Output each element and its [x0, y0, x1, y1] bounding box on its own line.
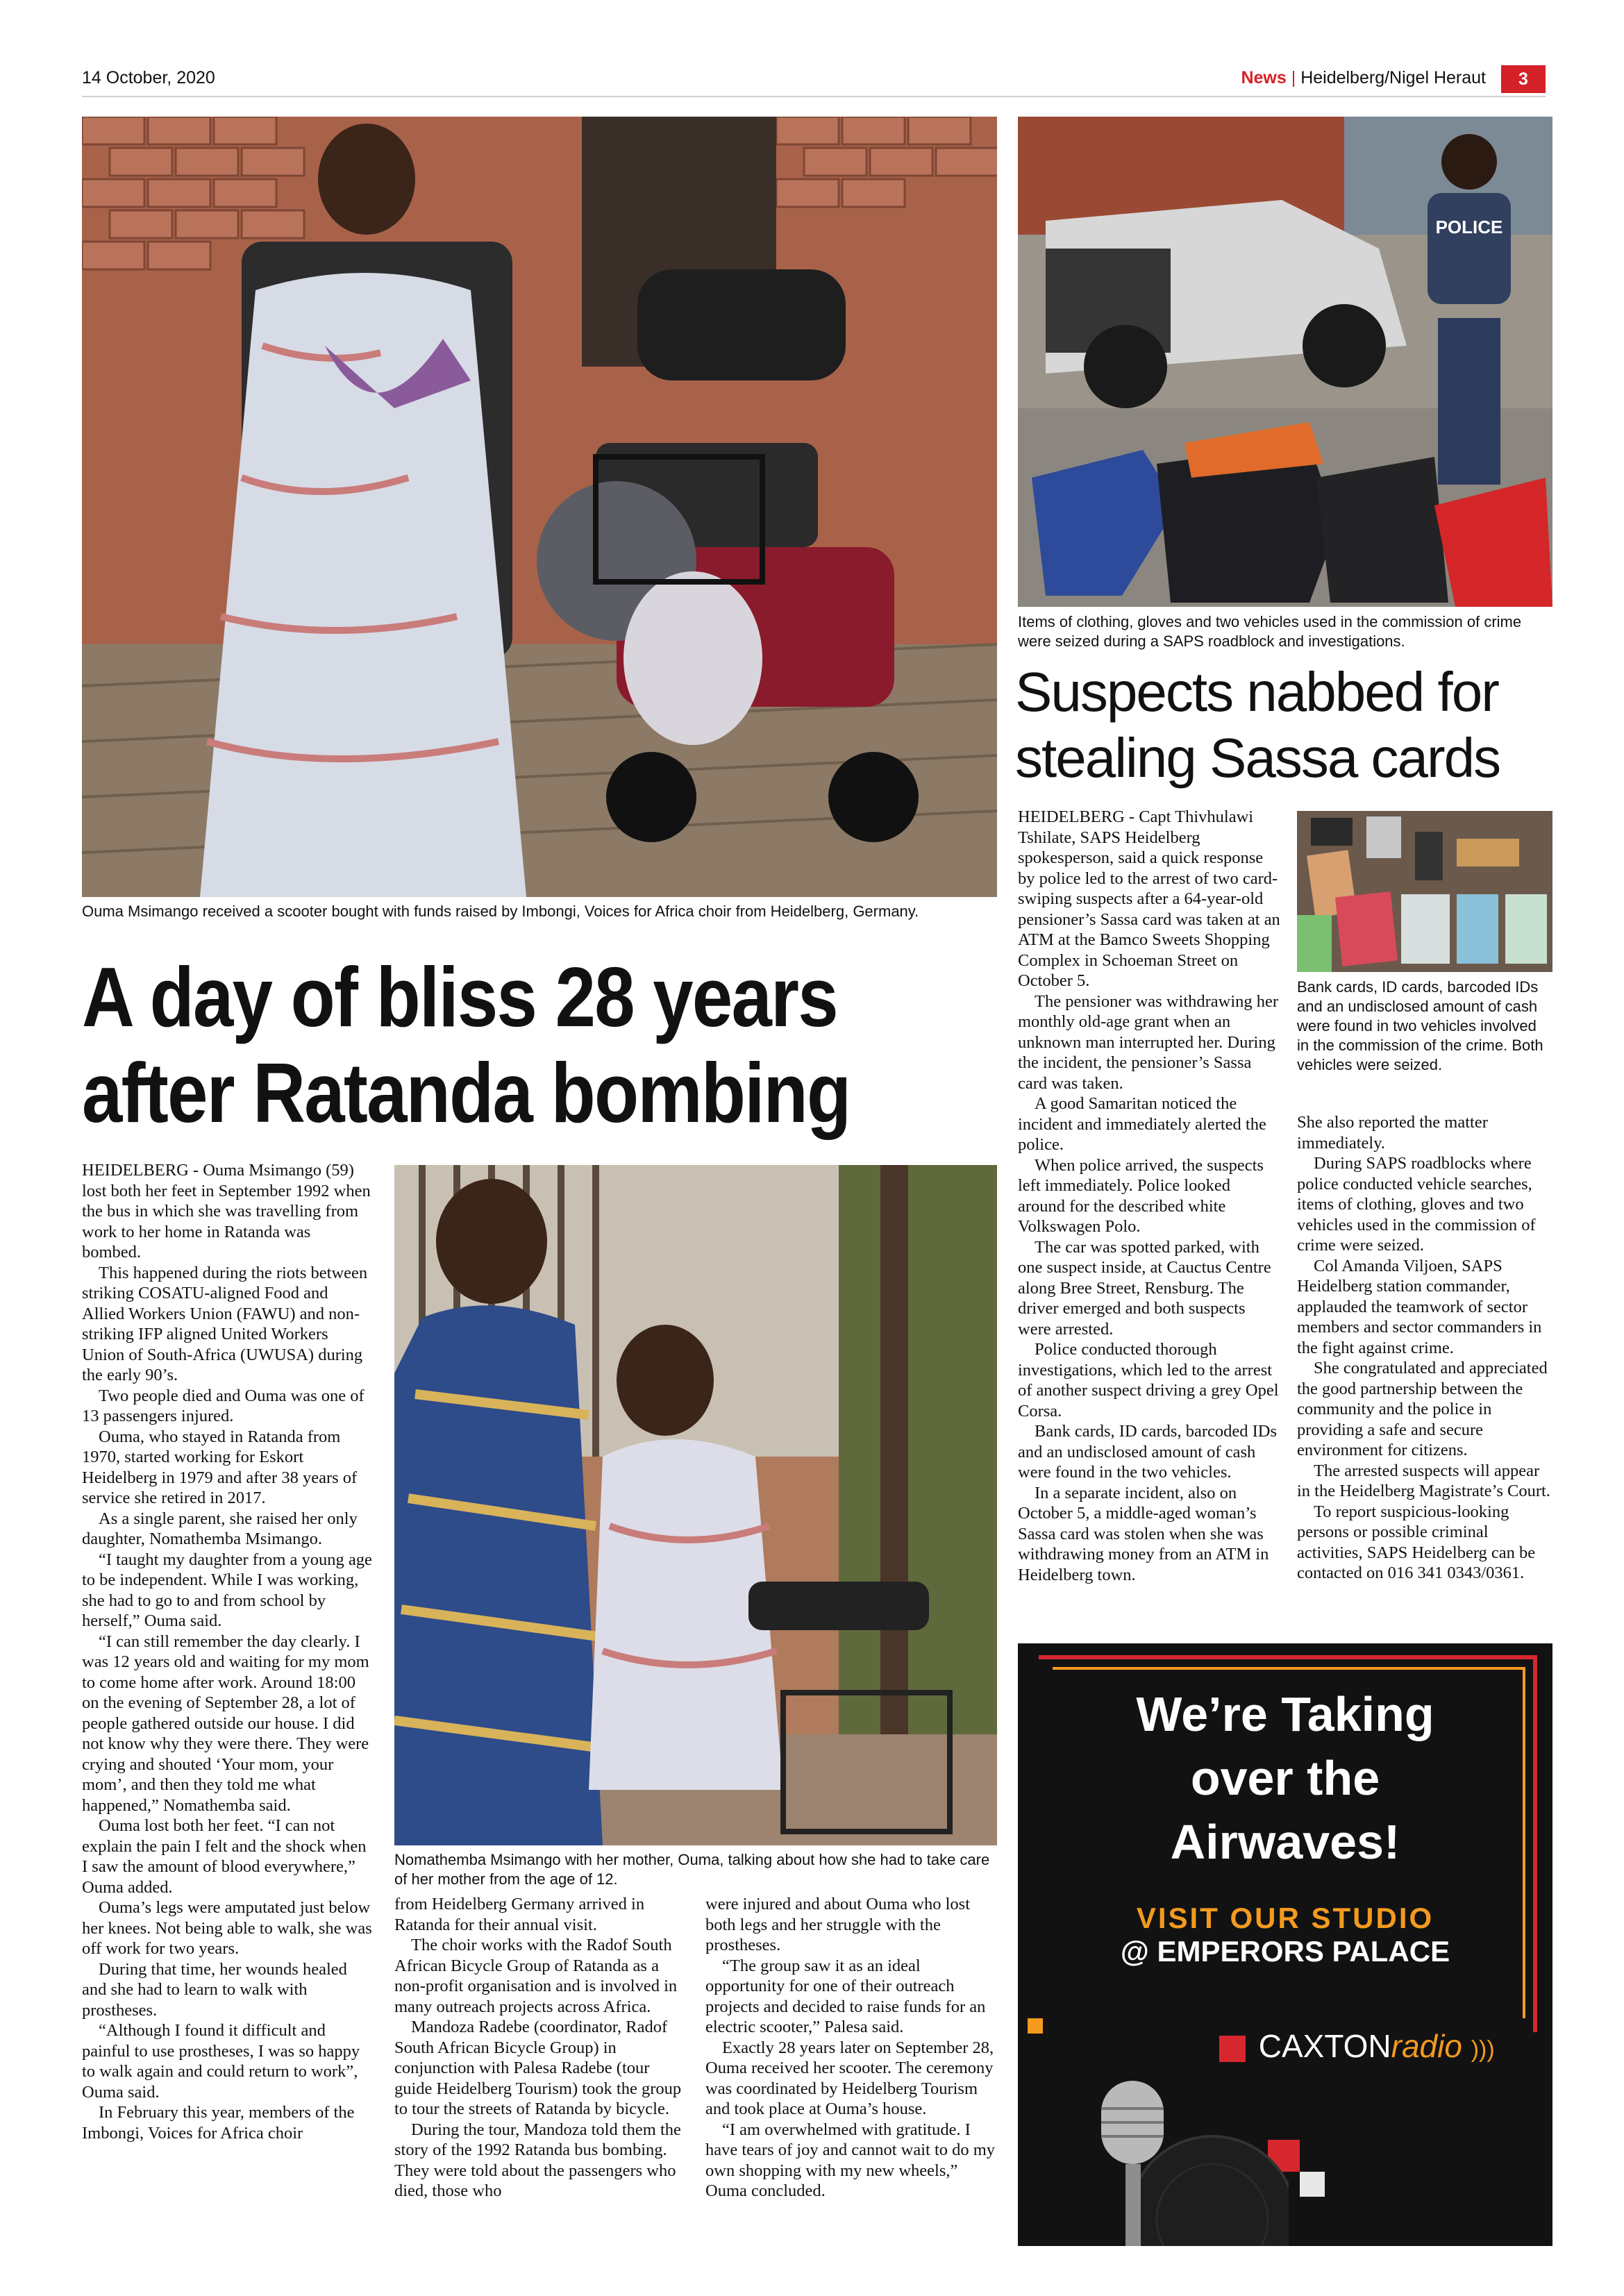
page-number: 3 — [1501, 65, 1546, 93]
paragraph: The pensioner was withdrawing her monthly old-age grant when an unknown man interrupted her. During the incident, the pensioner’s Sassa card was taken. — [1018, 991, 1279, 1093]
photo-cards-and-cash-image — [1297, 811, 1552, 972]
photo-caption-seized-items: Items of clothing, gloves and two vehicles used in the commission of crime were seized during a SAPS roadblock and investigations. — [1018, 613, 1522, 650]
photo-nomathemba-and-ouma-image — [394, 1165, 997, 1845]
paragraph: Ouma, who stayed in Ratanda from 1970, started working for Eskort Heidelberg in 1979 and after 38 years of service she retired in 2017. — [82, 1427, 358, 1507]
paragraph: When police arrived, the suspects left immediately. Police looked around for the described white Volkswagen Polo. — [1018, 1155, 1264, 1236]
paragraph: “Although I found it difficult and painful to use prostheses, I was so happy to walk again and could return to work”, Ouma said. — [82, 2021, 360, 2102]
advert-headline — [1018, 1682, 1552, 1874]
advert-cta — [1018, 1902, 1552, 1968]
paragraph: During the tour, Mandoza told them the story of the 1992 Ratanda bus bombing. They were told about the passengers who died, those who — [394, 2120, 681, 2200]
paragraph: In February this year, members of the Imbongi, Voices for Africa choir — [82, 2103, 355, 2143]
publication-name: Heidelberg/Nigel Heraut — [1300, 68, 1486, 87]
paragraph: The choir works with the Radof South African Bicycle Group of Ratanda as a non-profit organisation and is involved in many outreach projects across Africa. — [394, 1936, 678, 2016]
photo-seized-items-police — [1018, 117, 1552, 607]
paragraph: During SAPS roadblocks where police conducted vehicle searches, items of clothing, gloves and two vehicles used in the commission of crime were seized. — [1297, 1154, 1536, 1255]
paragraph: Exactly 28 years later on September 28, Ouma received her scooter. The ceremony was coordinated by Heidelberg Tourism and took place at Ouma’s house. — [705, 2038, 994, 2118]
paragraph: In a separate incident, also on October 5, a middle-aged woman’s Sassa card was stolen when she was withdrawing money from an ATM in Heidelberg town. — [1018, 1483, 1269, 1584]
paragraph: “The group saw it as an ideal opportunity for one of their outreach projects and decided to raise funds for an electric scooter,” Palesa said. — [705, 1956, 986, 2036]
advert-cta-line2: @ EMPERORS PALACE — [1120, 1935, 1450, 1968]
photo-ouma-with-scooter-image — [82, 117, 997, 897]
story1-column-1 — [82, 1160, 374, 2143]
story2-column-1 — [1018, 807, 1282, 1585]
paragraph: Bank cards, ID cards, barcoded IDs and an undisclosed amount of cash were found in the two vehicles. — [1018, 1422, 1277, 1482]
paragraph: The arrested suspects will appear in the Heidelberg Magistrate’s Court. — [1297, 1461, 1550, 1500]
paragraph: She also reported the matter immediately. — [1297, 1113, 1488, 1153]
headline-suspects-nabbed-line1: Suspects nabbed for — [1015, 661, 1498, 723]
paragraph: This happened during the riots between striking COSATU-aligned Food and Allied Workers Union (FAWU) and non-striking IFP aligned United Workers Union of South-Africa (UWUSA) during the early 90’s. — [82, 1263, 368, 1384]
story1-column-3 — [705, 1894, 997, 2202]
paragraph: Ouma lost both her feet. “I can not explain the pain I felt and the shock when I saw the amount of blood everywhere,” Ouma added. — [82, 1816, 367, 1897]
paragraph: HEIDELBERG - Ouma Msimango (59) lost both her feet in September 1992 when the bus in which she was travelling from work to her home in Ratanda was bombed. — [82, 1161, 371, 1262]
photo-cards-and-cash — [1297, 811, 1552, 972]
headline-day-of-bliss-line1: A day of bliss 28 years — [82, 950, 837, 1044]
caxton-logo-icon — [1219, 2036, 1246, 2062]
paragraph: To report suspicious-looking persons or possible criminal activities, SAPS Heidelberg can be contacted on 016 341 0343/0361. — [1297, 1502, 1536, 1582]
microphone-icon — [1060, 2067, 1289, 2246]
header-separator: | — [1291, 68, 1296, 87]
caxton-logo-text: CAXTON — [1258, 2028, 1391, 2064]
photo-caption-cards-and-cash: Bank cards, ID cards, barcoded IDs and an undisclosed amount of cash were found in two vehicles involved in the commission of the crime. Both vehicles were seized. — [1297, 978, 1543, 1073]
story1-column-2 — [394, 1894, 686, 2202]
running-header — [1241, 68, 1486, 88]
headline-day-of-bliss-line2: after Ratanda bombing — [82, 1046, 851, 1140]
photo-seized-items-police-image — [1018, 117, 1552, 607]
caxton-radio-logo — [1219, 2027, 1495, 2065]
paragraph: HEIDELBERG - Capt Thivhulawi Tshilate, SAPS Heidelberg spokesperson, said a quick response by police led to the arrest of two card-swiping suspects after a 64-year-old pensioner’s Sassa card was taken at an ATM at the Bamco Sweets Shopping Complex in Schoeman Street on October 5. — [1018, 807, 1280, 990]
paragraph: As a single parent, she raised her only daughter, Nomathemba Msimango. — [82, 1509, 358, 1548]
headline-suspects-nabbed-line2: stealing Sassa cards — [1015, 727, 1500, 789]
paragraph: “I can still remember the day clearly. I was 12 years old and waiting for my mom to come home after work. Around 18:00 on the evening of September 28, a lot of people gathered outside our house. I did not know why they were there. They were crying and shouted ‘Your mom, your mom’, and then they told me what happened,” Nomathemba said. — [82, 1632, 369, 1815]
paragraph: “I am overwhelmed with gratitude. I have tears of joy and cannot wait to do my own shopping with my new wheels,” Ouma concluded. — [705, 2120, 996, 2200]
photo-ouma-with-scooter — [82, 117, 997, 897]
paragraph: from Heidelberg Germany arrived in Ratanda for their annual visit. — [394, 1895, 645, 1934]
photo-nomathemba-and-ouma — [394, 1165, 997, 1845]
caxton-radio-advert[interactable] — [1018, 1643, 1552, 2246]
police-vest-text: POLICE — [1435, 217, 1503, 237]
advert-headline-line2: over the — [1190, 1751, 1380, 1805]
paragraph: Two people died and Ouma was one of 13 passengers injured. — [82, 1386, 365, 1425]
paragraph: Mandoza Radebe (coordinator, Radof South African Bicycle Group) in conjunction with Palesa Radebe (tour guide Heidelberg Tourism) took the group to tour the streets of Ratanda by bicycle. — [394, 2018, 682, 2118]
paragraph: She congratulated and appreciated the good partnership between the community and the police in providing a safe and secure environment for citizens. — [1297, 1359, 1548, 1459]
paragraph: “I taught my daughter from a young age to be independent. While I was working, she had to go to and from school by herself,” Ouma said. — [82, 1550, 372, 1630]
issue-date: 14 October, 2020 — [82, 68, 215, 87]
photo-caption-nomathemba: Nomathemba Msimango with her mother, Ouma, talking about how she had to take care of her mother from the age of 12. — [394, 1851, 990, 1888]
photo-caption-ouma: Ouma Msimango received a scooter bought with funds raised by Imbongi, Voices for Africa choir from Heidelberg, Germany. — [82, 903, 919, 920]
advert-headline-line3: Airwaves! — [1170, 1815, 1400, 1869]
paragraph: were injured and about Ouma who lost both legs and her struggle with the prostheses. — [705, 1895, 971, 1954]
paragraph: The car was spotted parked, with one suspect inside, at Cauctus Centre along Bree Street, Rensburg. The driver emerged and both suspects were arrested. — [1018, 1237, 1271, 1339]
header-rule — [82, 96, 1546, 97]
paragraph: Col Amanda Viljoen, SAPS Heidelberg station commander, applauded the teamwork of sector members and sector commanders in the fight against crime. — [1297, 1256, 1542, 1357]
section-label: News — [1241, 68, 1287, 87]
paragraph: A good Samaritan noticed the incident and immediately alerted the police. — [1018, 1094, 1266, 1154]
paragraph: During that time, her wounds healed and she had to learn to walk with prostheses. — [82, 1959, 347, 2020]
advert-headline-line1: We’re Taking — [1136, 1687, 1434, 1741]
paragraph: Police conducted thorough investigations, which led to the arrest of another suspect driving a grey Opel Corsa. — [1018, 1340, 1279, 1421]
advert-cta-line1: VISIT OUR STUDIO — [1136, 1902, 1434, 1934]
paragraph: Ouma’s legs were amputated just below her knees. Not being able to walk, she was off work for two years. — [82, 1898, 372, 1958]
radio-waves-icon: ))) — [1471, 2036, 1495, 2063]
story2-column-2 — [1297, 1112, 1552, 1584]
radio-logo-text: radio — [1391, 2028, 1462, 2064]
